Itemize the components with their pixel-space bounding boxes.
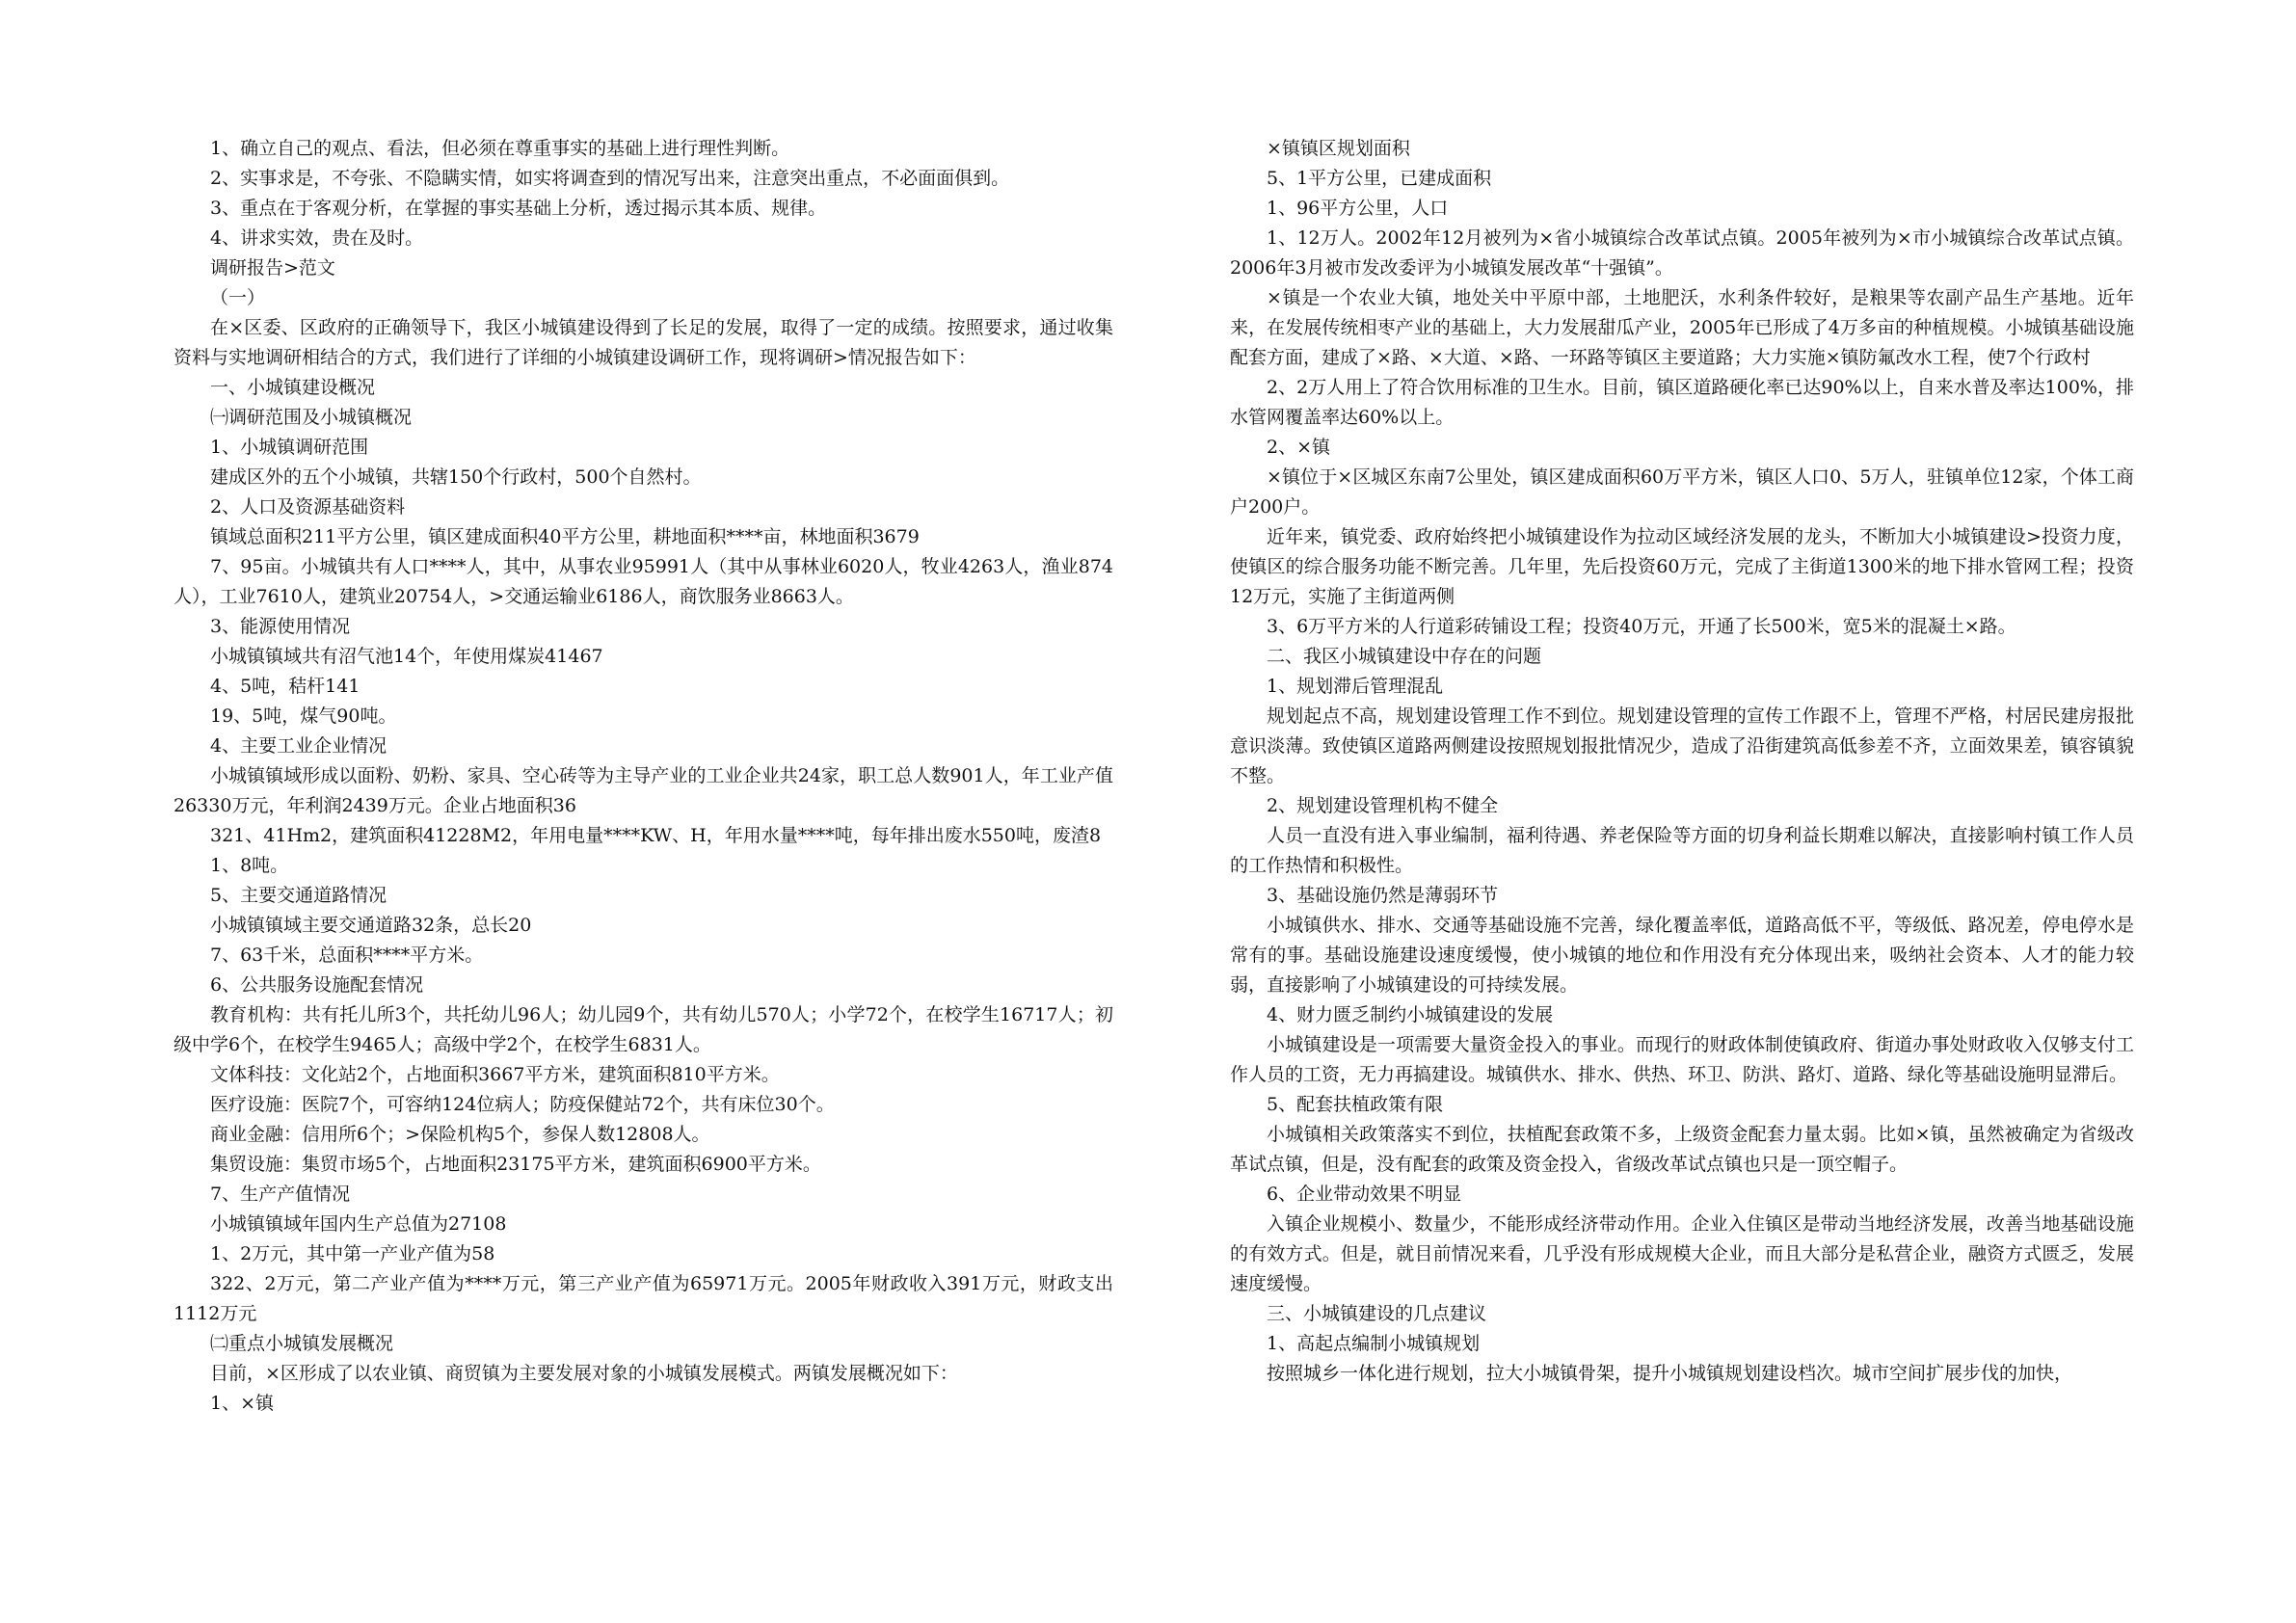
- paragraph: 1、小城镇调研范围: [210, 437, 369, 458]
- paragraph: 调研报告>范文: [210, 257, 335, 279]
- paragraph: 小城镇镇域共有沼气池14个，年使用煤炭41467: [210, 646, 603, 667]
- paragraph: 文体科技：文化站2个，占地面积3667平方米，建筑面积810平方米。: [210, 1064, 780, 1085]
- paragraph: 教育机构：共有托儿所3个，共托幼儿96人；幼儿园9个，共有幼儿570人；小学72个，在校学生16717人；初级中学6个，在校学生9465人；高级中学2个，在校学生6831人。: [174, 1004, 1113, 1055]
- paragraph: 入镇企业规模小、数量少，不能形成经济带动作用。企业入住镇区是带动当地经济发展，改善当地基础设施的有效方式。但是，就目前情况来看，几乎没有形成规模大企业，而且大部分是私营企业，融资方式匮乏，发展速度缓慢。: [1230, 1213, 2134, 1294]
- paragraph: 按照城乡一体化进行规划，拉大小城镇骨架，提升小城镇规划建设档次。城市空间扩展步伐的加快，: [1267, 1363, 2073, 1384]
- paragraph: 4、讲求实效，贵在及时。: [210, 227, 424, 249]
- paragraph: 人员一直没有进入事业编制，福利待遇、养老保险等方面的切身利益长期难以解决，直接影响村镇工作人员的工作热情和积极性。: [1230, 825, 2134, 876]
- paragraph: 3、能源使用情况: [210, 616, 351, 637]
- right-text-column: [1230, 134, 2134, 1389]
- paragraph: 2、×镇: [1267, 437, 1331, 458]
- paragraph: ×镇是一个农业大镇，地处关中平原中部，土地肥沃，水利条件较好，是粮果等农副产品生产基地。近年来，在发展传统相枣产业的基础上，大力发展甜瓜产业，2005年已形成了4万多亩的种植规模。小城镇基础设施配套方面，建成了×路、×大道、×路、一环路等镇区主要道路；大力实施×镇防氟改水工程，使7个行政村: [1230, 287, 2134, 368]
- paragraph: 322、2万元，第二产业产值为****万元，第三产业产值为65971万元。2005年财政收入391万元，财政支出1112万元: [174, 1273, 1113, 1324]
- paragraph: 321、41Hm2，建筑面积41228M2，年用电量****KW、H，年用水量****吨，每年排出废水550吨，废渣8: [210, 825, 1102, 846]
- paragraph: 小城镇镇域主要交通道路32条，总长20: [210, 915, 532, 936]
- paragraph: 6、公共服务设施配套情况: [210, 974, 424, 996]
- paragraph: 19、5吨，煤气90吨。: [210, 705, 397, 727]
- paragraph: 4、财力匮乏制约小城镇建设的发展: [1267, 1004, 1554, 1025]
- paragraph: 2、2万人用上了符合饮用标准的卫生水。目前，镇区道路硬化率已达90%以上，自来水普及率达100%，排水管网覆盖率达60%以上。: [1230, 377, 2134, 428]
- paragraph: 1、×镇: [210, 1393, 275, 1414]
- paragraph: 1、规划滞后管理混乱: [1267, 676, 1444, 697]
- paragraph: ㈠调研范围及小城镇概况: [210, 407, 413, 428]
- paragraph: 镇域总面积211平方公里，镇区建成面积40平方公里，耕地面积****亩，林地面积3679: [210, 526, 920, 547]
- paragraph: 医疗设施：医院7个，可容纳124位病人；防疫保健站72个，共有床位30个。: [210, 1094, 835, 1115]
- paragraph: ×镇镇区规划面积: [1267, 138, 1410, 159]
- paragraph: 小城镇供水、排水、交通等基础设施不完善，绿化覆盖率低，道路高低不平，等级低、路况差，停电停水是常有的事。基础设施建设速度缓慢，使小城镇的地位和作用没有充分体现出来，吸纳社会资本、人才的能力较弱，直接影响了小城镇建设的可持续发展。: [1230, 915, 2134, 996]
- paragraph: 1、8吨。: [210, 855, 289, 876]
- paragraph: 5、配套扶植政策有限: [1267, 1094, 1444, 1115]
- paragraph: 3、基础设施仍然是薄弱环节: [1267, 885, 1499, 906]
- paragraph: 二、我区小城镇建设中存在的问题: [1267, 646, 1542, 667]
- paragraph: 4、5吨，秸杆141: [210, 676, 360, 697]
- paragraph: 2、规划建设管理机构不健全: [1267, 795, 1499, 816]
- paragraph: 1、高起点编制小城镇规划: [1267, 1333, 1481, 1354]
- paragraph: 三、小城镇建设的几点建议: [1267, 1303, 1487, 1324]
- paragraph: 近年来，镇党委、政府始终把小城镇建设作为拉动区域经济发展的龙头，不断加大小城镇建设>投资力度，使镇区的综合服务功能不断完善。几年里，先后投资60万元，完成了主街道1300米的地下排水管网工程；投资12万元，实施了主街道两侧: [1230, 526, 2134, 607]
- paragraph: 6、企业带动效果不明显: [1267, 1184, 1462, 1205]
- paragraph: 集贸设施：集贸市场5个，占地面积23175平方米，建筑面积6900平方米。: [210, 1154, 821, 1175]
- paragraph: ㈡重点小城镇发展概况: [210, 1333, 394, 1354]
- paragraph: 小城镇建设是一项需要大量资金投入的事业。而现行的财政体制使镇政府、街道办事处财政收入仅够支付工作人员的工资，无力再搞建设。城镇供水、排水、供热、环卫、防洪、路灯、道路、绿化等基础设施明显滞后。: [1230, 1034, 2134, 1085]
- paragraph: ×镇位于×区城区东南7公里处，镇区建成面积60万平方米，镇区人口0、5万人，驻镇单位12家，个体工商户200户。: [1230, 466, 2134, 518]
- paragraph: 在×区委、区政府的正确领导下，我区小城镇建设得到了长足的发展，取得了一定的成绩。按照要求，通过收集资料与实地调研相结合的方式，我们进行了详细的小城镇建设调研工作，现将调研>情况报告如下：: [174, 317, 1113, 368]
- paragraph: 目前，×区形成了以农业镇、商贸镇为主要发展对象的小城镇发展模式。两镇发展概况如下：: [210, 1363, 958, 1384]
- paragraph: 商业金融：信用所6个；>保险机构5个，参保人数12808人。: [210, 1124, 710, 1145]
- paragraph: 小城镇相关政策落实不到位，扶植配套政策不多，上级资金配套力量太弱。比如×镇，虽然被确定为省级改革试点镇，但是，没有配套的政策及资金投入，省级改革试点镇也只是一顶空帽子。: [1230, 1124, 2134, 1175]
- paragraph: 7、95亩。小城镇共有人口****人，其中，从事农业95991人（其中从事林业6020人，牧业4263人，渔业874人），工业7610人，建筑业20754人，>交通运输业6186人，商饮服务业8663人。: [174, 556, 1113, 607]
- paragraph: 7、生产产值情况: [210, 1184, 351, 1205]
- paragraph: 7、63千米，总面积****平方米。: [210, 945, 484, 966]
- paragraph: 3、重点在于客观分析，在掌握的事实基础上分析，透过揭示其本质、规律。: [210, 198, 827, 219]
- paragraph: 规划起点不高，规划建设管理工作不到位。规划建设管理的宣传工作跟不上，管理不严格，村居民建房报批意识淡薄。致使镇区道路两侧建设按照规划报批情况少，造成了沿街建筑高低参差不齐，立面效果差，镇容镇貌不整。: [1230, 705, 2134, 786]
- paragraph: （一）: [210, 287, 266, 308]
- paragraph: 1、确立自己的观点、看法，但必须在尊重事实的基础上进行理性判断。: [210, 138, 790, 159]
- paragraph: 2、实事求是，不夸张、不隐瞒实情，如实将调查到的情况写出来，注意突出重点，不必面面俱到。: [210, 168, 1010, 189]
- paragraph: 建成区外的五个小城镇，共辖150个行政村，500个自然村。: [210, 466, 702, 488]
- left-text-column: [174, 134, 1113, 1419]
- paragraph: 5、主要交通道路情况: [210, 885, 387, 906]
- paragraph: 一、小城镇建设概况: [210, 377, 376, 398]
- paragraph: 5、1平方公里，已建成面积: [1267, 168, 1492, 189]
- paragraph: 4、主要工业企业情况: [210, 735, 387, 757]
- paragraph: 小城镇镇域年国内生产总值为27108: [210, 1213, 507, 1235]
- paragraph: 1、96平方公里，人口: [1267, 198, 1449, 219]
- paragraph: 2、人口及资源基础资料: [210, 496, 406, 518]
- paragraph: 1、2万元，其中第一产业产值为58: [210, 1243, 495, 1264]
- paragraph: 3、6万平方米的人行道彩砖铺设工程；投资40万元，开通了长500米，宽5米的混凝土×路。: [1267, 616, 2016, 637]
- paragraph: 小城镇镇域形成以面粉、奶粉、家具、空心砖等为主导产业的工业企业共24家，职工总人数901人，年工业产值26330万元，年利润2439万元。企业占地面积36: [174, 765, 1113, 816]
- paragraph: 1、12万人。2002年12月被列为×省小城镇综合改革试点镇。2005年被列为×市小城镇综合改革试点镇。2006年3月被市发改委评为小城镇发展改革“十强镇”。: [1230, 227, 2134, 279]
